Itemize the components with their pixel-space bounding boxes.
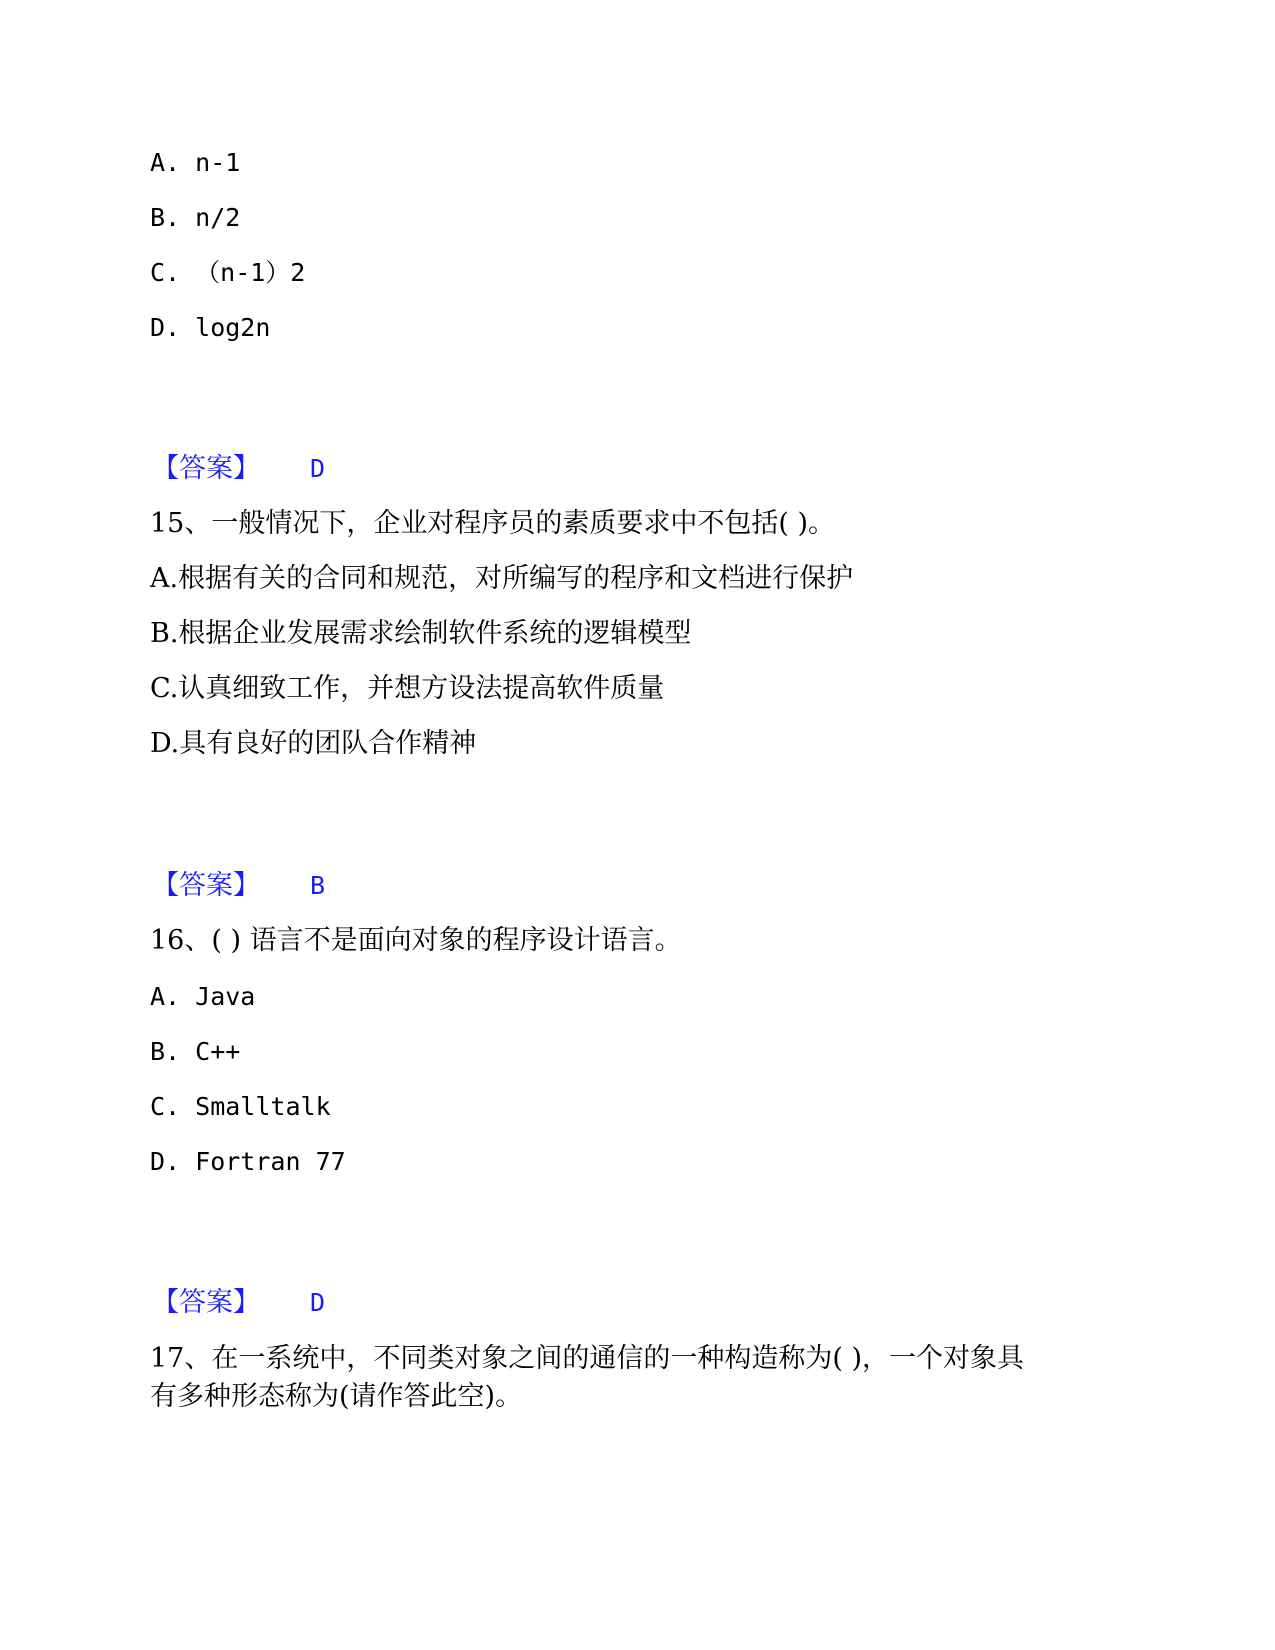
q14-option-c: C. （n-1）2 bbox=[150, 258, 306, 287]
q14-option-a: A. n-1 bbox=[150, 148, 241, 177]
q14-answer bbox=[152, 452, 325, 486]
q15-option-c: C.认真细致工作，并想方设法提高软件质量 bbox=[150, 673, 665, 704]
q16-option-d: D. Fortran 77 bbox=[150, 1147, 346, 1176]
answer-label: 【答案】 bbox=[152, 870, 260, 901]
q15-option-d: D.具有良好的团队合作精神 bbox=[150, 728, 477, 759]
answer-value: D bbox=[310, 1288, 326, 1317]
q17-stem-line1: 17、在一系统中，不同类对象之间的通信的一种构造称为( )，一个对象具 bbox=[150, 1343, 1025, 1374]
q16-option-c: C. Smalltalk bbox=[150, 1092, 331, 1121]
q16-option-a: A. Java bbox=[150, 982, 256, 1011]
q16-answer bbox=[152, 1286, 325, 1320]
q16-stem: 16、( ) 语言不是面向对象的程序设计语言。 bbox=[150, 925, 682, 956]
q15-stem: 15、一般情况下，企业对程序员的素质要求中不包括( )。 bbox=[150, 508, 836, 539]
q14-option-d: D. log2n bbox=[150, 313, 271, 342]
q16-option-b: B. C++ bbox=[150, 1037, 241, 1066]
q17-stem-line2: 有多种形态称为(请作答此空)。 bbox=[150, 1381, 523, 1412]
q15-option-b: B.根据企业发展需求绘制软件系统的逻辑模型 bbox=[150, 618, 692, 649]
answer-label: 【答案】 bbox=[152, 1287, 260, 1318]
answer-label: 【答案】 bbox=[152, 453, 260, 484]
answer-value: B bbox=[310, 871, 326, 900]
answer-value: D bbox=[310, 454, 326, 483]
q15-answer bbox=[152, 869, 325, 903]
q14-option-b: B. n/2 bbox=[150, 203, 241, 232]
q15-option-a: A.根据有关的合同和规范，对所编写的程序和文档进行保护 bbox=[150, 563, 854, 594]
